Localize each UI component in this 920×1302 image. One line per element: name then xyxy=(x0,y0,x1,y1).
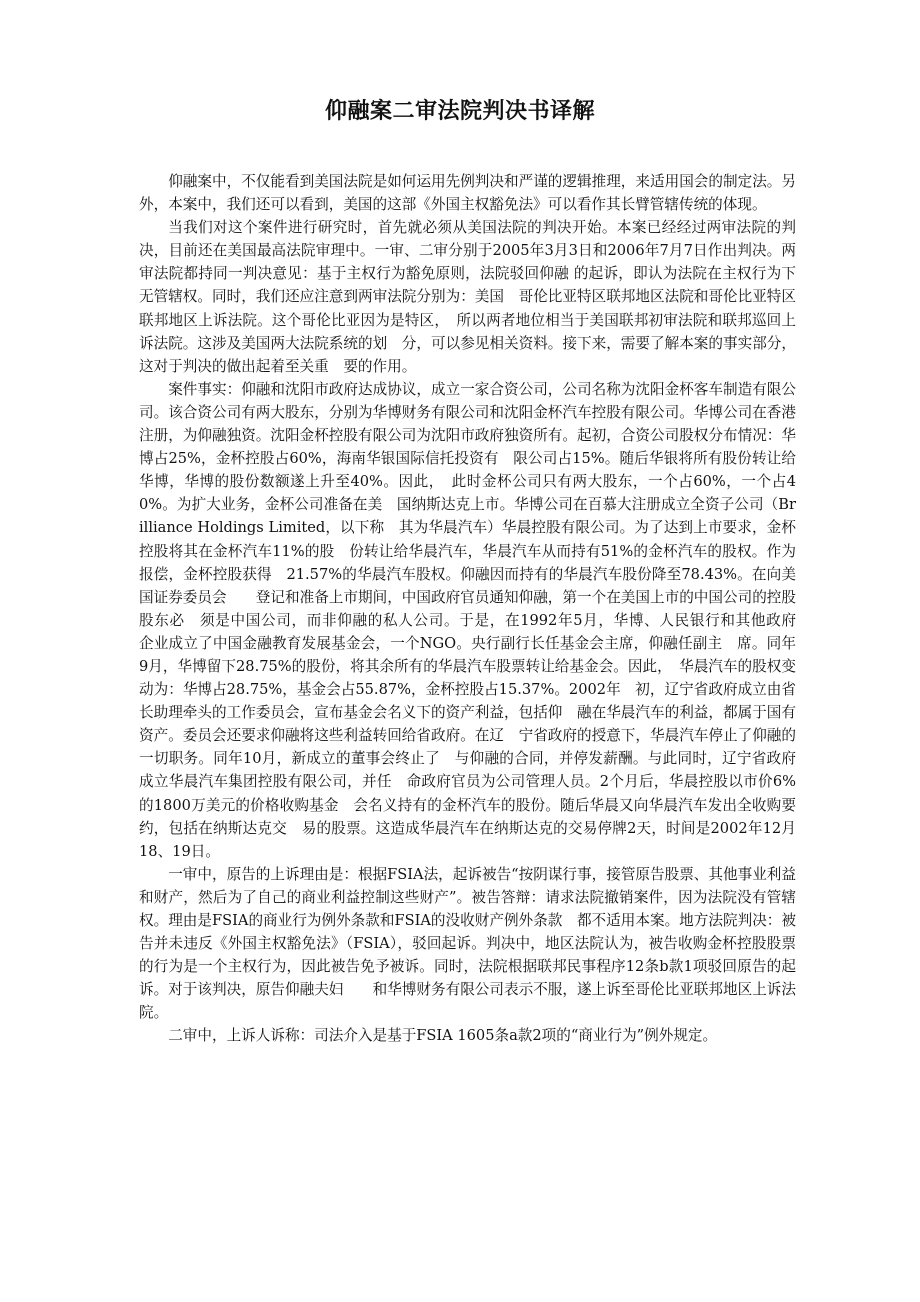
paragraph-first-instance: 一审中，原告的上诉理由是：根据FSIA法，起诉被告“按阴谋行事，接管原告股票、其他事业利益和财产，然后为了自己的商业利益控制这些财产”。被告答辩：请求法院撤销案件，因为法院没有管辖权。理由是FSIA的商业行为例外条款和FSIA的没收财产例外条款 都不适用本案。地方法院判决：被告并未违反《外国主权豁免法》（FSIA），驳回起诉。判决中，地区法院认为，被告收购金杯控股股票的行为是一个主权行为，因此被告免予被诉。同时，法院根据联邦民事程序12条b款1项驳回原告的起诉。对于该判决，原告仰融夫妇 和华博财务有限公司表示不服，遂上诉至哥伦比亚联邦地区上诉法院。 xyxy=(139,865,796,1022)
paragraph-court-history: 当我们对这个案件进行研究时，首先就必须从美国法院的判决开始。本案已经经过两审法院的判决，目前还在美国最高法院审理中。一审、二审分别于2005年3月3日和2006年7月7日作出判决。两审法院都持同一判决意见：基于主权行为豁免原则，法院驳回仰融 的起诉，即认为法院在主权行为下无管辖权。同时，我们还应注意到两审法院分别为：美国 哥伦比亚特区联邦地区法院和哥伦比亚特区联邦地区上诉法院。这个哥伦比亚因为是特区， 所以两者地位相当于美国联邦初审法院和联邦巡回上诉法院。这涉及美国两大法院系统的划 分，可以参见相关资料。接下来，需要了解本案的事实部分，这对于判决的做出起着至关重 要的作用。 xyxy=(139,219,796,375)
document-title: 仰融案二审法院判决书译解 xyxy=(324,98,595,124)
paragraph-intro: 仰融案中，不仅能看到美国法院是如何运用先例判决和严谨的逻辑推理，来适用国会的制定法。另外，本案中，我们还可以看到，美国的这部《外国主权豁免法》可以看作其长臂管辖传统的体现。 xyxy=(139,173,796,214)
paragraph-case-facts: 案件事实：仰融和沈阳市政府达成协议，成立一家合资公司，公司名称为沈阳金杯客车制造有限公司。该合资公司有两大股东，分别为华博财务有限公司和沈阳金杯汽车控股有限公司。华博公司在香港注册，为仰融独资。沈阳金杯控股有限公司为沈阳市政府独资所有。起初，合资公司股权分布情况：华博占25%，金杯控股占60%，海南华银国际信托投资有 限公司占15%。随后华银将所有股份转让给华博，华博的股份数额遂上升至40%。因此， 此时金杯公司只有两大股东，一个占60%，一个占40%。为扩大业务，金杯公司准备在美 国纳斯达克上市。华博公司在百慕大注册成立全资子公司（Brilliance Holdings Limited，以下称 其为华晨汽车）华晨控股有限公司。为了达到上市要求，金杯控股将其在金杯汽车11%的股 份转让给华晨汽车，华晨汽车从而持有51%的金杯汽车的股权。作为报偿，金杯控股获得 21.57%的华晨汽车股权。仰融因而持有的华晨汽车股份降至78.43%。在向美国证券委员会 登记和准备上市期间，中国政府官员通知仰融，第一个在美国上市的中国公司的控股股东必 须是中国公司，而非仰融的私人公司。于是，在1992年5月，华博、人民银行和其他政府 企业成立了中国金融教育发展基金会，一个NGO。央行副行长任基金会主席，仰融任副主 席。同年9月，华博留下28.75%的股份，将其余所有的华晨汽车股票转让给基金会。因此， 华晨汽车的股权变动为：华博占28.75%，基金会占55.87%，金杯控股占15.37%。2002年 初，辽宁省政府成立由省长助理牵头的工作委员会，宣布基金会名义下的资产利益，包括仰 融在华晨汽车的利益，都属于国有资产。委员会还要求仰融将这些利益转回给省政府。在辽 宁省政府的授意下，华晨汽车停止了仰融的一切职务。同年10月，新成立的董事会终止了 与仰融的合同，并停发薪酬。与此同时，辽宁省政府成立华晨汽车集团控股有限公司，并任 命政府官员为公司管理人员。2个月后，华晨控股以市价6%的1800万美元的价格收购基金 会名义持有的金杯汽车的股份。随后华晨又向华晨汽车发出全收购要约，包括在纳斯达克交 易的股票。这造成华晨汽车在纳斯达克的交易停牌2天，时间是2002年12月18、19日。 xyxy=(139,380,811,860)
paragraph-second-instance: 二审中，上诉人诉称：司法介入是基于FSIA 1605条a款2项的“商业行为”例外规定。 xyxy=(168,1027,718,1045)
document-body xyxy=(139,170,811,1048)
